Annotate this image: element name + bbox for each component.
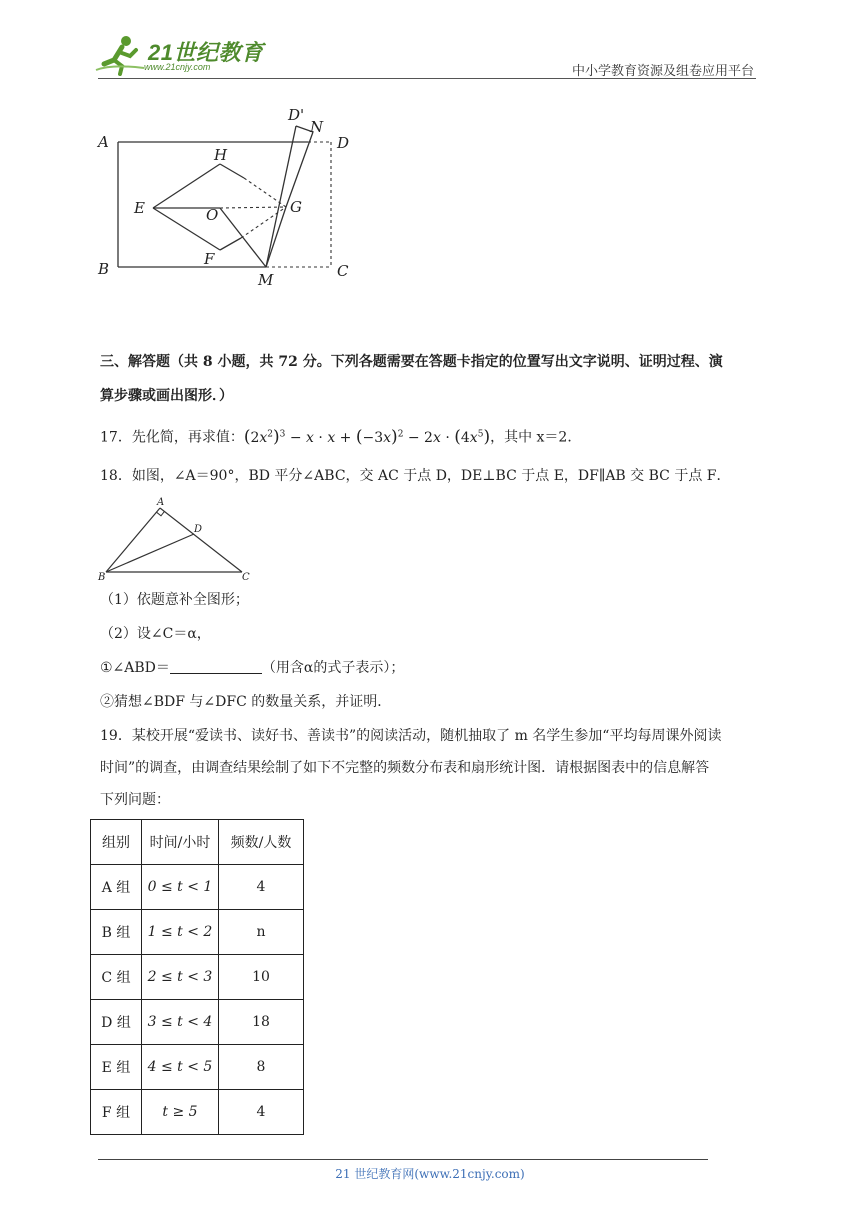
q19-line2: 时间”的调查，由调查结果绘制了如下不完整的频数分布表和扇形统计图．请根据图表中的信息解答: [100, 760, 710, 776]
fig1-dashed-FG: [241, 207, 286, 238]
q18-sub1: [100, 658, 404, 678]
table-row: [91, 910, 304, 955]
table-cell-group: E 组: [91, 1045, 142, 1090]
header-divider: [98, 78, 756, 79]
q18-sub1-prefix: ①∠ABD＝: [100, 660, 170, 676]
fig1-label-B: B: [98, 260, 110, 278]
table-cell-time: 2 ≤ t < 3: [142, 955, 219, 1000]
fig1-edge-H-mid: [220, 164, 244, 178]
fig2-edge-AC: [160, 508, 242, 572]
fig1-label-Dprime: D': [288, 106, 305, 124]
fig1-edge-OM: [220, 208, 266, 267]
table-cell-time: t ≥ 5: [142, 1090, 219, 1135]
runner-logo-icon: [92, 34, 148, 78]
q19-line3: 下列问题：: [100, 792, 170, 808]
table-row: [91, 865, 304, 910]
fig1-label-M: M: [258, 271, 274, 289]
table-cell-group: A 组: [91, 865, 142, 910]
q19-line1: 19．某校开展“爱读书、读好书、善读书”的阅读活动，随机抽取了 m 名学生参加“平均每周课外阅读: [100, 728, 722, 744]
fig1-label-O: O: [206, 206, 219, 224]
page-header: [0, 0, 860, 80]
table-cell-count: 4: [219, 865, 304, 910]
fig1-label-N: N: [310, 118, 324, 136]
fig2-right-angle-mark: [157, 511, 165, 516]
fig1-label-G: G: [290, 198, 302, 216]
table-cell-count: 8: [219, 1045, 304, 1090]
question-18-stem: 18．如图，∠A＝90°，BD 平分∠ABC，交 AC 于点 D，DE⊥BC 于点 E，DF∥AB 交 BC 于点 F．: [100, 468, 731, 484]
table-cell-time: 0 ≤ t < 1: [142, 865, 219, 910]
table-header-cell: 时间/小时: [142, 820, 219, 865]
table-cell-group: D 组: [91, 1000, 142, 1045]
logo-text: 21世纪教育: [148, 40, 264, 65]
table-cell-count: 4: [219, 1090, 304, 1135]
fig1-edge-GM: [266, 207, 286, 267]
table-header-cell: 频数/人数: [219, 820, 304, 865]
fig2-edge-BD: [106, 534, 194, 572]
table-row: [91, 955, 304, 1000]
table-row: [91, 1000, 304, 1045]
q17-prefix: 17．先化简，再求值：: [100, 429, 244, 446]
table-row: [91, 1045, 304, 1090]
fig1-label-D: D: [337, 134, 350, 152]
site-logo[interactable]: [92, 34, 262, 78]
fig2-label-C: C: [242, 572, 250, 582]
question-17: [100, 424, 581, 448]
fig1-label-A: A: [98, 133, 109, 151]
fig1-dashed-OG: [220, 207, 286, 208]
footer-link[interactable]: 21 世纪教育网(www.21cnjy.com): [335, 1167, 525, 1181]
table-cell-count: 18: [219, 1000, 304, 1045]
fig1-edge-EH: [153, 164, 220, 208]
q18-part2: （2）设∠C＝α，: [100, 626, 211, 642]
table-header-row: [91, 820, 304, 865]
logo-url: www.21cnjy.com: [144, 62, 211, 72]
table-cell-count: 10: [219, 955, 304, 1000]
q17-expression: $(2x^2)^3 - x \cdot x + (-3x)^2 - 2x \cdot (4x^5)$: [243, 426, 491, 447]
fig1-edge-F-mid: [220, 238, 241, 250]
figure-triangle-abc: [96, 496, 256, 582]
q17-suffix: ，其中 x＝2．: [490, 429, 582, 446]
fig2-label-B: B: [98, 572, 106, 582]
footer-divider: [98, 1159, 708, 1160]
table-cell-group: F 组: [91, 1090, 142, 1135]
table-cell-time: 1 ≤ t < 2: [142, 910, 219, 955]
table-cell-group: B 组: [91, 910, 142, 955]
fig2-label-D: D: [194, 524, 203, 535]
table-cell-time: 4 ≤ t < 5: [142, 1045, 219, 1090]
table-header-cell: 组别: [91, 820, 142, 865]
q18-sub2: ②猜想∠BDF 与∠DFC 的数量关系，并证明．: [100, 694, 392, 710]
fig1-dashed-HG: [244, 178, 286, 207]
fig1-label-C: C: [337, 262, 349, 280]
section3-title-line2: 算步骤或画出图形．）: [100, 388, 233, 404]
fig1-label-H: H: [214, 146, 228, 164]
q18-part1: （1）依题意补全图形；: [100, 592, 249, 608]
section3-title-line1: 三、解答题（共 8 小题，共 72 分。下列各题需要在答题卡指定的位置写出文字说明、证明过程、演: [100, 354, 723, 370]
table-row: [91, 1090, 304, 1135]
table-cell-count: n: [219, 910, 304, 955]
fig2-label-A: A: [157, 497, 165, 508]
answer-blank: [170, 659, 262, 674]
table-cell-time: 3 ≤ t < 4: [142, 1000, 219, 1045]
frequency-table: [90, 819, 304, 1135]
fig1-label-F: F: [204, 250, 215, 268]
fig2-edge-AB: [106, 508, 160, 572]
fig1-label-E: E: [134, 199, 145, 217]
platform-title: 中小学教育资源及组卷应用平台: [571, 64, 754, 79]
table-cell-group: C 组: [91, 955, 142, 1000]
figure-folded-rectangle: [96, 104, 366, 290]
q18-sub1-suffix: （用含α的式子表示）；: [261, 660, 405, 676]
fig1-edge-NG: [286, 132, 313, 207]
